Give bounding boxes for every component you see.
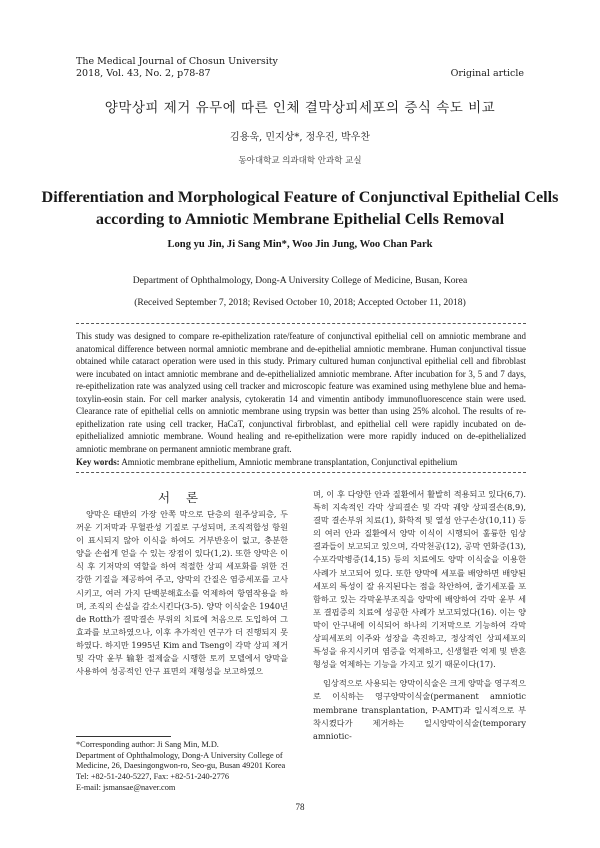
keywords-label: Key words: bbox=[76, 457, 120, 467]
page-number: 78 bbox=[295, 802, 305, 812]
footnote-email: E-mail: jsmansae@naver.com bbox=[76, 782, 176, 792]
footnote-rule bbox=[76, 736, 171, 737]
english-affiliation: Department of Ophthalmology, Dong-A University College of Medicine, Busan, Korea bbox=[132, 275, 468, 286]
abstract-top-rule bbox=[76, 323, 526, 324]
keywords-list: Amniotic membrane epithelium, Amniotic membrane transplantation, Conjunctival epithelium bbox=[119, 457, 458, 467]
corresponding-author-footnote bbox=[76, 740, 296, 794]
keywords bbox=[76, 456, 526, 468]
journal-name: The Medical Journal of Chosun University bbox=[76, 56, 278, 67]
korean-authors: 김용욱, 민지상*, 정우진, 박우찬 bbox=[230, 132, 370, 143]
footnote-department: Department of Ophthalmology, Dong-A University College of Medicine, 26, Daesingongwon-ro, Seo-gu, Busan 49201 Korea bbox=[76, 750, 286, 771]
journal-citation: 2018, Vol. 43, No. 2, p78-87 bbox=[76, 68, 211, 79]
body-right-paragraph-2: 임상적으로 사용되는 양막이식술은 크게 양막을 영구적으로 이식하는 영구양막이식술(permanent amniotic membrane transplantation, P-AMT)과 일시적으로 부착시켰다가 제거하는 일시양막이식술(temporary amniotic- bbox=[313, 678, 526, 741]
korean-affiliation: 동아대학교 의과대학 안과학 교실 bbox=[238, 156, 362, 166]
body-left-column: 양막은 태반의 가장 안쪽 막으로 단층의 원주상피층, 두꺼운 기저막과 무혈관성 기질로 구성되며, 조직적합성 항원이 표시되지 않아 이식을 하여도 거부반응이 없고, 충분한 양을 손쉽게 얻을 수 있는 장점이 있다(1,2). 또한 양막은 이식 후 기저막의 역할을 하여 적절한 상피 세포화를 위한 건강한 기질을 제공하여 주고, 양막의 간질은 염증세포를 고사시키고, 여러 가지 단백분해효소를 억제하여 항염작용을 하며, 조직의 손실을 감소시킨다(3-5). 양막 이식술은 1940년 de Rotth가 결막결손 부위의 치료에 처음으로 도입하여 그 효과를 보고하였으나, 이후 추가적인 연구가 더 진행되지 못하였다. 하지만 1995년 Kim and Tseng이 각막 상피 제거 및 각막 윤부 输환 절제술을 시행한 토끼 모델에서 양막을 사용하여 성공적인 안구 표면의 재형성을 보고하였으 bbox=[76, 509, 288, 677]
footnote-phone: Tel: +82-51-240-5227, Fax: +82-51-240-2776 bbox=[76, 772, 230, 782]
article-type: Original article bbox=[450, 68, 524, 79]
footnote-corresponding: *Corresponding author: Ji Sang Min, M.D. bbox=[76, 740, 219, 749]
english-title: Differentiation and Morphological Feature of Conjunctival Epithelial Cells according to Amniotic Membrane Epithelial Cells Removal bbox=[41, 188, 559, 228]
journal-header bbox=[76, 56, 278, 80]
section-heading: 서 론 bbox=[157, 490, 205, 505]
english-authors: Long yu Jin, Ji Sang Min*, Woo Jin Jung, Woo Chan Park bbox=[167, 239, 433, 250]
received-dates: (Received September 7, 2018; Revised October 10, 2018; Accepted October 11, 2018) bbox=[134, 297, 466, 308]
body-right-column bbox=[313, 488, 526, 743]
abstract-text: This study was designed to compare re-epithelization rate/feature of conjunctival epithelial cell on amniotic membrane and anatomical difference between normal amniotic membrane and de-epithelial amniotic membrane. Human conjunctival tissue obtained while cataract operation were used in this study. Primary cultured human conjunctival epithelial cell and fibroblast were incubated on intact amniotic membrane and de-epithelialized amniotic membrane. After incubation for 3, 5 and 7 days, re-epithelization rate was analyzed using cell tracker and microscopic feature was examined using methylene blue and hema-toxylin-eosin stain. For cell marker analysis, cytokeratin 14 and vimentin antibody immunofluorescence stain were used. Clearance rate of epithelial cells on amniotic membrane using trypsin was better than using 25% alcohol. The results of re-epithelization rate using cell tracker, HaCaT, conjunctival firbroblast, and epithelial cell were rapidly incubated on de-epithelialized amniotic membrane. Wound healing and re-epithelization were more rapidly induced on de-epithelialized amniotic membrane on permanent amniotic membrane graft. bbox=[76, 331, 526, 454]
korean-title: 양막상피 제거 유무에 따른 인체 결막상피세포의 증식 속도 비교 bbox=[104, 100, 496, 116]
abstract-bottom-rule bbox=[76, 472, 526, 473]
body-right-paragraph-1: 며, 이 후 다양한 안과 질환에서 활발히 적용되고 있다(6,7). 특히 지속적인 각막 상피결손 및 각막 궤양 상피결손(8,9), 결막 결손부위 치료(1), 화학적 및 열성 안구손상(10,11) 등의 여러 안과 질환에서 양막 이식이 시행되어 훌륭한 임상 결과들이 보고되고 있으며, 각막천공(12), 공막 연화증(13), 수포각막병증(14,15) 등의 치료에도 양막 이식술을 이용한 사례가 보고되어 있다. 또한 양막에 세포를 배양하면 배양된 세포의 특성이 잘 유지된다는 점을 착안하여, 줄기세포를 포함하고 있는 각막윤부조직을 양막에 배양하여 각막 윤부 세포 결핍증의 치료에 성공한 사례가 보고되었다(16). 이는 양막이 안구내에 이식되어 하나의 기저막으로 기능하여 각막상피세포의 이주와 성장을 촉진하고, 정상적인 상피세포의 특성을 유지시키며 염증을 억제하고, 신생혈관 억제 및 반흔 형성을 억제하는 기능을 가지고 있기 때문이다(17). bbox=[313, 489, 526, 670]
